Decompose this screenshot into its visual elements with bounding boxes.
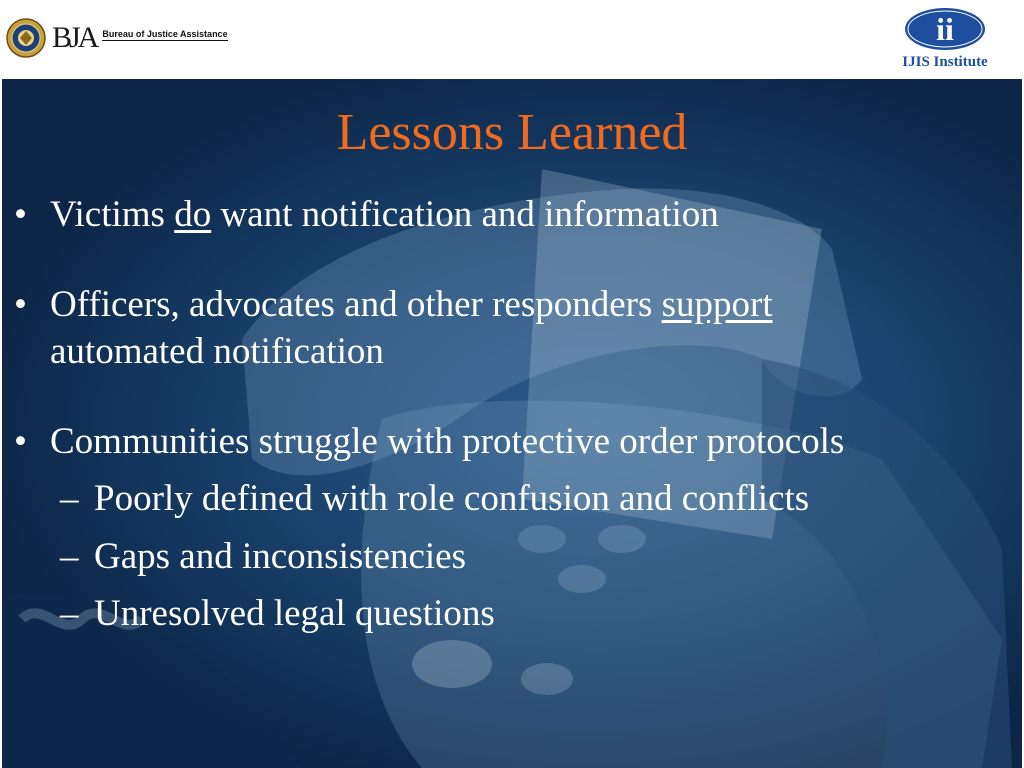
ijis-logo xyxy=(892,6,998,76)
ijis-oval-icon xyxy=(903,6,987,52)
bullet-1-emphasis: do xyxy=(174,194,212,235)
header-bar xyxy=(0,0,1024,78)
sub-bullet-marker: – xyxy=(60,536,79,577)
sub-bullet-marker: – xyxy=(60,478,79,519)
doj-seal-icon xyxy=(6,18,46,58)
bullet-3-text: Communities struggle with protective order protocols xyxy=(50,421,845,462)
sub-bullet-3-text: Unresolved legal questions xyxy=(94,593,495,634)
sub-bullet-marker: – xyxy=(60,593,79,634)
ijis-name: IJIS Institute xyxy=(902,54,988,70)
sub-bullet-1-text: Poorly defined with role confusion and conflicts xyxy=(94,478,810,519)
bullet-2-emphasis: support xyxy=(661,284,773,325)
bja-logo xyxy=(6,14,228,62)
bullet-2-pre: Officers, advocates and other responders xyxy=(50,284,662,325)
sub-bullet-2-text: Gaps and inconsistencies xyxy=(94,536,466,577)
bullet-1-post: want notification and information xyxy=(211,194,719,235)
bullet-2-line2: automated notification xyxy=(50,331,384,372)
bullet-marker: • xyxy=(14,194,27,235)
bullet-marker: • xyxy=(14,284,27,325)
bullet-1-pre: Victims xyxy=(50,194,175,235)
bja-name: Bureau of Justice Assistance xyxy=(102,29,228,39)
bullet-marker: • xyxy=(14,421,27,462)
slide-background xyxy=(2,79,1022,768)
bja-mark: BJA xyxy=(52,21,97,54)
slide-title: Lessons Learned xyxy=(336,104,688,161)
ijis-badge: ii xyxy=(936,11,954,47)
